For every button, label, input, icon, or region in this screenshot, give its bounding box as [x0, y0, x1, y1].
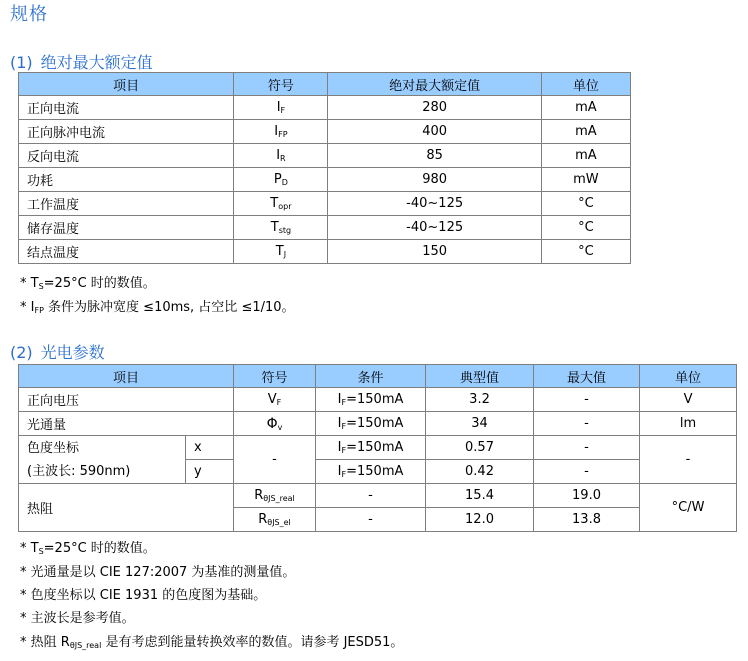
cell-item: 正向电流	[19, 96, 234, 120]
cell-item: 储存温度	[19, 216, 234, 240]
cell-value: -40~125	[328, 216, 541, 240]
cell-symbol: $I_R$	[234, 144, 328, 168]
cell-typical: 15.4	[426, 484, 534, 508]
s2-note-2: * 光通量是以 CIE 127:2007 为基准的测量值。	[20, 565, 296, 580]
s2-note-4: * 主波长是参考值。	[20, 611, 135, 626]
section2-number: (2)	[10, 343, 33, 362]
cell-symbol: $T_J$	[234, 240, 328, 264]
table-row	[19, 240, 631, 264]
cell-symbol: $\Phi_v$	[234, 412, 316, 436]
table-row	[19, 192, 631, 216]
cell-item: 功耗	[19, 168, 234, 192]
header-condition: 条件	[316, 365, 426, 388]
cell-unit: mA	[541, 120, 630, 144]
cell-condition: $I_F=150mA$	[316, 460, 426, 484]
table-row	[19, 120, 631, 144]
section2-title	[10, 340, 105, 363]
cell-symbol: $V_F$	[234, 388, 316, 412]
cell-unit: mW	[541, 168, 630, 192]
cell-unit: mA	[541, 144, 630, 168]
cell-max: -	[534, 436, 640, 460]
electro-optical-table	[18, 364, 737, 532]
cell-condition: $I_F=150mA$	[316, 412, 426, 436]
cell-symbol: $I_{FP}$	[234, 120, 328, 144]
cell-item: 正向脉冲电流	[19, 120, 234, 144]
section1-title	[10, 50, 153, 73]
cell-value: 85	[328, 144, 541, 168]
s1-note-1: * $T_S=25^\circ C$ 时的数值。	[20, 276, 156, 291]
cell-coord-x: x	[186, 436, 234, 460]
header-unit: 单位	[541, 73, 630, 96]
s1-note-2: * $I_{FP}$ 条件为脉冲宽度 ≤10ms, 占空比 ≤1/10。	[20, 300, 295, 315]
header-typical: 典型值	[426, 365, 534, 388]
cell-item: 工作温度	[19, 192, 234, 216]
table-row	[19, 168, 631, 192]
page-title: 规格	[10, 4, 48, 25]
header-symbol: 符号	[234, 365, 316, 388]
cell-symbol: $R_{\theta JS\_real}$	[234, 484, 316, 508]
cell-typical: 3.2	[426, 388, 534, 412]
cell-value: -40~125	[328, 192, 541, 216]
section1-number: (1)	[10, 53, 33, 72]
section1-title-text: 绝对最大额定值	[40, 53, 153, 72]
cell-symbol: $T_{opr}$	[234, 192, 328, 216]
cell-unit: °C	[541, 240, 630, 264]
table-row	[19, 144, 631, 168]
cell-value: 280	[328, 96, 541, 120]
cell-typical: 12.0	[426, 508, 534, 532]
header-symbol: 符号	[234, 73, 328, 96]
cell-coord-y: y	[186, 460, 234, 484]
table-row-chromaticity-x	[19, 436, 737, 460]
cell-item: 热阻	[19, 484, 234, 532]
table-header-row	[19, 365, 737, 388]
header-max: 最大值	[534, 365, 640, 388]
cell-condition: $I_F=150mA$	[316, 436, 426, 460]
table-row-thermal-real	[19, 484, 737, 508]
cell-symbol: $T_{stg}$	[234, 216, 328, 240]
table-row-forward-voltage	[19, 388, 737, 412]
cell-unit: mA	[541, 96, 630, 120]
cell-typical: 0.57	[426, 436, 534, 460]
cell-max: -	[534, 412, 640, 436]
header-rating: 绝对最大额定值	[328, 73, 541, 96]
cell-symbol: $I_F$	[234, 96, 328, 120]
cell-condition: -	[316, 484, 426, 508]
cell-typical: 34	[426, 412, 534, 436]
cell-symbol: $P_D$	[234, 168, 328, 192]
cell-unit: lm	[640, 412, 737, 436]
cell-unit: °C	[541, 216, 630, 240]
cell-value: 400	[328, 120, 541, 144]
s2-note-3: * 色度坐标以 CIE 1931 的色度图为基础。	[20, 588, 267, 603]
cell-item: 光通量	[19, 412, 234, 436]
cell-unit: -	[640, 436, 737, 484]
header-item: 项目	[19, 365, 234, 388]
cell-typical: 0.42	[426, 460, 534, 484]
cell-max: 19.0	[534, 484, 640, 508]
absolute-max-ratings-table	[18, 72, 631, 264]
s2-note-5: * 热阻 $R_{\theta JS\_real}$ 是有考虑到能量转换效率的数值。请参考 JESD51。	[20, 635, 404, 650]
cell-unit: °C	[541, 192, 630, 216]
table-row-luminous-flux	[19, 412, 737, 436]
cell-max: 13.8	[534, 508, 640, 532]
header-unit: 单位	[640, 365, 737, 388]
cell-value: 150	[328, 240, 541, 264]
cell-unit: V	[640, 388, 737, 412]
cell-item: 正向电压	[19, 388, 234, 412]
table-row	[19, 216, 631, 240]
cell-item: 色度坐标 (主波长: 590nm)	[19, 436, 186, 484]
s2-note-1: * $T_S=25^\circ C$ 时的数值。	[20, 541, 156, 556]
cell-condition: -	[316, 508, 426, 532]
cell-max: -	[534, 388, 640, 412]
cell-item: 结点温度	[19, 240, 234, 264]
cell-condition: $I_F=150mA$	[316, 388, 426, 412]
section2-title-text: 光电参数	[40, 343, 105, 362]
cell-value: 980	[328, 168, 541, 192]
cell-max: -	[534, 460, 640, 484]
table-header-row	[19, 73, 631, 96]
cell-unit: °C/W	[640, 484, 737, 532]
cell-symbol: -	[234, 436, 316, 484]
cell-item: 反向电流	[19, 144, 234, 168]
table-row	[19, 96, 631, 120]
header-item: 项目	[19, 73, 234, 96]
cell-symbol: $R_{\theta JS\_el}$	[234, 508, 316, 532]
